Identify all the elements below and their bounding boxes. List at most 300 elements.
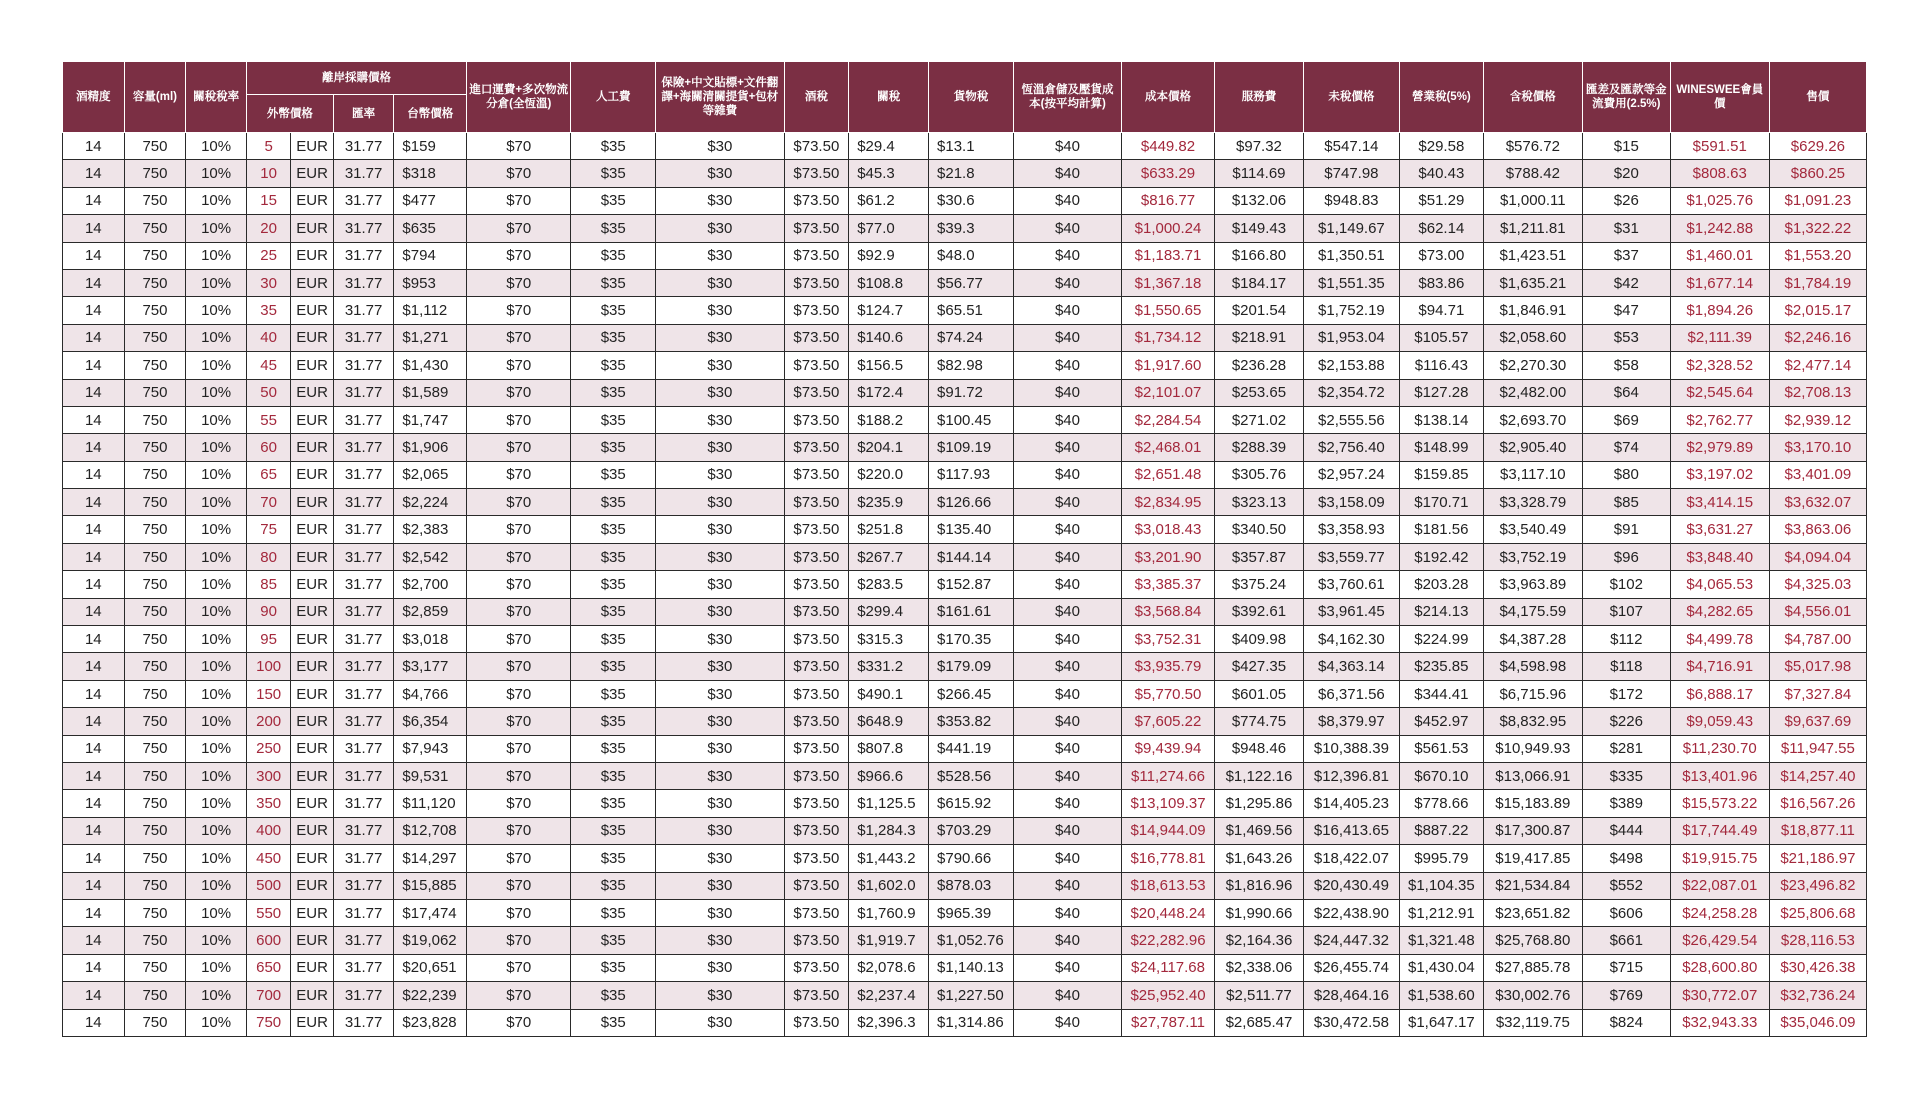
cell-cost-price: $22,282.96 — [1122, 927, 1215, 954]
cell-shipping: $70 — [467, 352, 571, 379]
cell-member-price: $2,979.89 — [1670, 434, 1769, 461]
cell-fx-fee: $20 — [1582, 160, 1670, 187]
cell-shipping: $70 — [467, 790, 571, 817]
cell-labor: $35 — [571, 598, 656, 625]
cell-fx-price: 100 — [246, 653, 290, 680]
cell-fx-fee: $58 — [1582, 352, 1670, 379]
cell-customs-duty: $315.3 — [849, 626, 929, 653]
cell-exchange-rate: 31.77 — [333, 762, 394, 789]
cell-currency: EUR — [291, 187, 333, 214]
cell-volume: 750 — [124, 872, 186, 899]
cell-commodity-tax: $82.98 — [929, 352, 1014, 379]
cell-service-fee: $1,295.86 — [1215, 790, 1304, 817]
cell-sale-price: $1,322.22 — [1769, 215, 1866, 242]
cell-commodity-tax: $48.0 — [929, 242, 1014, 269]
cell-taxed-price: $1,846.91 — [1483, 297, 1582, 324]
cell-business-tax: $887.22 — [1399, 817, 1483, 844]
cell-taxed-price: $2,482.00 — [1483, 379, 1582, 406]
cell-sale-price: $16,567.26 — [1769, 790, 1866, 817]
cell-storage: $40 — [1013, 626, 1121, 653]
cell-cost-price: $1,000.24 — [1122, 215, 1215, 242]
cell-insurance: $30 — [656, 406, 784, 433]
table-row — [63, 790, 1867, 817]
cell-customs-duty: $188.2 — [849, 406, 929, 433]
cell-cost-price: $13,109.37 — [1122, 790, 1215, 817]
cell-shipping: $70 — [467, 434, 571, 461]
cell-twd-price: $22,239 — [394, 982, 467, 1009]
cell-currency: EUR — [291, 899, 333, 926]
cell-storage: $40 — [1013, 571, 1121, 598]
cell-insurance: $30 — [656, 379, 784, 406]
cell-insurance: $30 — [656, 1009, 784, 1036]
cell-taxed-price: $8,832.95 — [1483, 708, 1582, 735]
table-row — [63, 461, 1867, 488]
cell-customs-duty: $92.9 — [849, 242, 929, 269]
cell-volume: 750 — [124, 899, 186, 926]
cell-exchange-rate: 31.77 — [333, 872, 394, 899]
cell-cost-price: $3,385.37 — [1122, 571, 1215, 598]
cell-service-fee: $288.39 — [1215, 434, 1304, 461]
cell-taxed-price: $10,949.93 — [1483, 735, 1582, 762]
cell-abv: 14 — [63, 626, 125, 653]
cell-taxed-price: $27,885.78 — [1483, 954, 1582, 981]
cell-customs-duty: $29.4 — [849, 133, 929, 160]
cell-business-tax: $29.58 — [1399, 133, 1483, 160]
cell-member-price: $17,744.49 — [1670, 817, 1769, 844]
cell-fx-price: 200 — [246, 708, 290, 735]
cell-fx-price: 25 — [246, 242, 290, 269]
cell-fx-fee: $107 — [1582, 598, 1670, 625]
cell-cost-price: $3,201.90 — [1122, 543, 1215, 570]
cell-member-price: $3,197.02 — [1670, 461, 1769, 488]
cell-business-tax: $670.10 — [1399, 762, 1483, 789]
cell-member-price: $22,087.01 — [1670, 872, 1769, 899]
cell-member-price: $1,460.01 — [1670, 242, 1769, 269]
cell-labor: $35 — [571, 297, 656, 324]
cell-abv: 14 — [63, 872, 125, 899]
cell-currency: EUR — [291, 215, 333, 242]
cell-abv: 14 — [63, 461, 125, 488]
cell-shipping: $70 — [467, 242, 571, 269]
cell-insurance: $30 — [656, 954, 784, 981]
cell-member-price: $2,328.52 — [1670, 352, 1769, 379]
cell-insurance: $30 — [656, 817, 784, 844]
cell-customs-duty: $204.1 — [849, 434, 929, 461]
cell-twd-price: $3,177 — [394, 653, 467, 680]
cell-tariff-rate: 10% — [186, 379, 247, 406]
cell-service-fee: $2,338.06 — [1215, 954, 1304, 981]
cell-insurance: $30 — [656, 543, 784, 570]
cell-exchange-rate: 31.77 — [333, 1009, 394, 1036]
cell-shipping: $70 — [467, 160, 571, 187]
cell-fx-price: 600 — [246, 927, 290, 954]
cell-storage: $40 — [1013, 352, 1121, 379]
cell-pretax-price: $747.98 — [1303, 160, 1399, 187]
cell-alcohol-tax: $73.50 — [784, 406, 849, 433]
cell-insurance: $30 — [656, 324, 784, 351]
header-exchange-rate: 匯率 — [333, 95, 394, 133]
cell-service-fee: $357.87 — [1215, 543, 1304, 570]
cell-commodity-tax: $100.45 — [929, 406, 1014, 433]
cell-fx-price: 60 — [246, 434, 290, 461]
cell-shipping: $70 — [467, 927, 571, 954]
cell-abv: 14 — [63, 735, 125, 762]
cell-fx-fee: $42 — [1582, 269, 1670, 296]
cell-tariff-rate: 10% — [186, 954, 247, 981]
header-taxed-price: 含稅價格 — [1483, 62, 1582, 133]
cell-volume: 750 — [124, 954, 186, 981]
cell-fx-fee: $112 — [1582, 626, 1670, 653]
cell-sale-price: $23,496.82 — [1769, 872, 1866, 899]
cell-sale-price: $2,015.17 — [1769, 297, 1866, 324]
cell-pretax-price: $4,363.14 — [1303, 653, 1399, 680]
cell-fx-fee: $26 — [1582, 187, 1670, 214]
header-fx-price: 外幣價格 — [246, 95, 333, 133]
cell-cost-price: $3,018.43 — [1122, 516, 1215, 543]
header-insurance: 保險+中文貼標+文件翻譯+海關清關提貨+包材等雜費 — [656, 62, 784, 133]
cell-labor: $35 — [571, 817, 656, 844]
header-business-tax: 營業稅(5%) — [1399, 62, 1483, 133]
cell-fx-price: 350 — [246, 790, 290, 817]
cell-shipping: $70 — [467, 708, 571, 735]
cell-sale-price: $28,116.53 — [1769, 927, 1866, 954]
cell-service-fee: $1,990.66 — [1215, 899, 1304, 926]
cell-insurance: $30 — [656, 626, 784, 653]
cell-abv: 14 — [63, 954, 125, 981]
cell-taxed-price: $15,183.89 — [1483, 790, 1582, 817]
cell-sale-price: $4,556.01 — [1769, 598, 1866, 625]
cell-commodity-tax: $528.56 — [929, 762, 1014, 789]
cell-insurance: $30 — [656, 790, 784, 817]
cell-customs-duty: $267.7 — [849, 543, 929, 570]
cell-alcohol-tax: $73.50 — [784, 461, 849, 488]
cell-volume: 750 — [124, 379, 186, 406]
cell-member-price: $2,545.64 — [1670, 379, 1769, 406]
cell-taxed-price: $3,963.89 — [1483, 571, 1582, 598]
cell-taxed-price: $576.72 — [1483, 133, 1582, 160]
cell-cost-price: $1,550.65 — [1122, 297, 1215, 324]
cell-exchange-rate: 31.77 — [333, 680, 394, 707]
cell-twd-price: $6,354 — [394, 708, 467, 735]
cell-member-price: $1,242.88 — [1670, 215, 1769, 242]
cell-insurance: $30 — [656, 653, 784, 680]
cell-cost-price: $633.29 — [1122, 160, 1215, 187]
cell-labor: $35 — [571, 160, 656, 187]
cell-labor: $35 — [571, 324, 656, 351]
cell-currency: EUR — [291, 598, 333, 625]
cell-business-tax: $224.99 — [1399, 626, 1483, 653]
cell-sale-price: $2,708.13 — [1769, 379, 1866, 406]
table-body — [63, 133, 1867, 1037]
cell-customs-duty: $1,919.7 — [849, 927, 929, 954]
cell-commodity-tax: $152.87 — [929, 571, 1014, 598]
cell-business-tax: $73.00 — [1399, 242, 1483, 269]
cell-fx-price: 45 — [246, 352, 290, 379]
cell-member-price: $13,401.96 — [1670, 762, 1769, 789]
cell-fx-price: 40 — [246, 324, 290, 351]
cell-alcohol-tax: $73.50 — [784, 434, 849, 461]
cell-tariff-rate: 10% — [186, 434, 247, 461]
cell-volume: 750 — [124, 845, 186, 872]
table-row — [63, 242, 1867, 269]
cell-business-tax: $148.99 — [1399, 434, 1483, 461]
cell-exchange-rate: 31.77 — [333, 379, 394, 406]
table-row — [63, 187, 1867, 214]
cell-abv: 14 — [63, 324, 125, 351]
cell-cost-price: $1,183.71 — [1122, 242, 1215, 269]
cell-commodity-tax: $65.51 — [929, 297, 1014, 324]
table-row — [63, 845, 1867, 872]
cell-cost-price: $7,605.22 — [1122, 708, 1215, 735]
cell-alcohol-tax: $73.50 — [784, 680, 849, 707]
cell-customs-duty: $2,396.3 — [849, 1009, 929, 1036]
cell-twd-price: $1,589 — [394, 379, 467, 406]
cell-alcohol-tax: $73.50 — [784, 133, 849, 160]
cell-exchange-rate: 31.77 — [333, 927, 394, 954]
cell-commodity-tax: $74.24 — [929, 324, 1014, 351]
cell-business-tax: $159.85 — [1399, 461, 1483, 488]
cell-taxed-price: $1,000.11 — [1483, 187, 1582, 214]
cell-fx-price: 35 — [246, 297, 290, 324]
table-row — [63, 324, 1867, 351]
table-row — [63, 817, 1867, 844]
cell-volume: 750 — [124, 434, 186, 461]
cell-sale-price: $2,246.16 — [1769, 324, 1866, 351]
table-row — [63, 352, 1867, 379]
cell-taxed-price: $30,002.76 — [1483, 982, 1582, 1009]
cell-business-tax: $1,321.48 — [1399, 927, 1483, 954]
cell-fx-fee: $31 — [1582, 215, 1670, 242]
cell-insurance: $30 — [656, 242, 784, 269]
cell-cost-price: $27,787.11 — [1122, 1009, 1215, 1036]
cell-taxed-price: $25,768.80 — [1483, 927, 1582, 954]
cell-tariff-rate: 10% — [186, 680, 247, 707]
cell-abv: 14 — [63, 160, 125, 187]
cell-pretax-price: $18,422.07 — [1303, 845, 1399, 872]
cell-labor: $35 — [571, 242, 656, 269]
cell-business-tax: $127.28 — [1399, 379, 1483, 406]
cell-shipping: $70 — [467, 516, 571, 543]
cell-tariff-rate: 10% — [186, 489, 247, 516]
cell-volume: 750 — [124, 187, 186, 214]
cell-abv: 14 — [63, 680, 125, 707]
cell-alcohol-tax: $73.50 — [784, 215, 849, 242]
cell-member-price: $3,414.15 — [1670, 489, 1769, 516]
cell-volume: 750 — [124, 817, 186, 844]
cell-tariff-rate: 10% — [186, 352, 247, 379]
cell-cost-price: $9,439.94 — [1122, 735, 1215, 762]
cell-labor: $35 — [571, 680, 656, 707]
header-twd-price: 台幣價格 — [394, 95, 467, 133]
cell-member-price: $4,499.78 — [1670, 626, 1769, 653]
cell-labor: $35 — [571, 762, 656, 789]
cell-taxed-price: $3,328.79 — [1483, 489, 1582, 516]
cell-pretax-price: $6,371.56 — [1303, 680, 1399, 707]
cell-commodity-tax: $126.66 — [929, 489, 1014, 516]
cell-sale-price: $30,426.38 — [1769, 954, 1866, 981]
table-row — [63, 598, 1867, 625]
cell-sale-price: $7,327.84 — [1769, 680, 1866, 707]
cell-business-tax: $995.79 — [1399, 845, 1483, 872]
cell-tariff-rate: 10% — [186, 790, 247, 817]
cell-taxed-price: $4,598.98 — [1483, 653, 1582, 680]
cell-customs-duty: $1,602.0 — [849, 872, 929, 899]
cell-exchange-rate: 31.77 — [333, 982, 394, 1009]
cell-fx-price: 250 — [246, 735, 290, 762]
cell-cost-price: $2,284.54 — [1122, 406, 1215, 433]
table-row — [63, 543, 1867, 570]
cell-tariff-rate: 10% — [186, 571, 247, 598]
cell-exchange-rate: 31.77 — [333, 187, 394, 214]
cell-currency: EUR — [291, 982, 333, 1009]
cell-twd-price: $318 — [394, 160, 467, 187]
cell-currency: EUR — [291, 708, 333, 735]
header-cost-price: 成本價格 — [1122, 62, 1215, 133]
header-service-fee: 服務費 — [1215, 62, 1304, 133]
cell-storage: $40 — [1013, 899, 1121, 926]
header-tariff-rate: 關稅稅率 — [186, 62, 247, 133]
cell-fx-fee: $226 — [1582, 708, 1670, 735]
cell-insurance: $30 — [656, 297, 784, 324]
cell-cost-price: $3,752.31 — [1122, 626, 1215, 653]
cell-storage: $40 — [1013, 406, 1121, 433]
cell-fx-fee: $715 — [1582, 954, 1670, 981]
cell-shipping: $70 — [467, 269, 571, 296]
cell-labor: $35 — [571, 516, 656, 543]
cell-commodity-tax: $91.72 — [929, 379, 1014, 406]
cell-exchange-rate: 31.77 — [333, 899, 394, 926]
cell-abv: 14 — [63, 379, 125, 406]
cell-volume: 750 — [124, 708, 186, 735]
cell-member-price: $11,230.70 — [1670, 735, 1769, 762]
table-row — [63, 215, 1867, 242]
cell-storage: $40 — [1013, 379, 1121, 406]
cell-alcohol-tax: $73.50 — [784, 735, 849, 762]
cell-service-fee: $409.98 — [1215, 626, 1304, 653]
cell-abv: 14 — [63, 406, 125, 433]
cell-shipping: $70 — [467, 817, 571, 844]
cell-cost-price: $14,944.09 — [1122, 817, 1215, 844]
cell-commodity-tax: $615.92 — [929, 790, 1014, 817]
cell-sale-price: $1,784.19 — [1769, 269, 1866, 296]
cell-fx-fee: $47 — [1582, 297, 1670, 324]
cell-twd-price: $1,430 — [394, 352, 467, 379]
table-row — [63, 762, 1867, 789]
cell-alcohol-tax: $73.50 — [784, 379, 849, 406]
cell-sale-price: $1,091.23 — [1769, 187, 1866, 214]
cell-storage: $40 — [1013, 242, 1121, 269]
cell-exchange-rate: 31.77 — [333, 653, 394, 680]
table-row — [63, 653, 1867, 680]
cell-labor: $35 — [571, 735, 656, 762]
cell-shipping: $70 — [467, 1009, 571, 1036]
cell-member-price: $4,065.53 — [1670, 571, 1769, 598]
cell-commodity-tax: $703.29 — [929, 817, 1014, 844]
cell-taxed-price: $6,715.96 — [1483, 680, 1582, 707]
cell-volume: 750 — [124, 133, 186, 160]
cell-pretax-price: $3,358.93 — [1303, 516, 1399, 543]
cell-service-fee: $1,122.16 — [1215, 762, 1304, 789]
cell-volume: 750 — [124, 406, 186, 433]
cell-customs-duty: $2,078.6 — [849, 954, 929, 981]
cell-fx-price: 20 — [246, 215, 290, 242]
cell-pretax-price: $24,447.32 — [1303, 927, 1399, 954]
cell-twd-price: $794 — [394, 242, 467, 269]
cell-sale-price: $18,877.11 — [1769, 817, 1866, 844]
cell-customs-duty: $490.1 — [849, 680, 929, 707]
cell-business-tax: $1,212.91 — [1399, 899, 1483, 926]
cell-service-fee: $271.02 — [1215, 406, 1304, 433]
cell-fx-price: 55 — [246, 406, 290, 433]
cell-alcohol-tax: $73.50 — [784, 899, 849, 926]
cell-sale-price: $860.25 — [1769, 160, 1866, 187]
cell-exchange-rate: 31.77 — [333, 461, 394, 488]
cell-labor: $35 — [571, 708, 656, 735]
cell-business-tax: $1,647.17 — [1399, 1009, 1483, 1036]
cell-currency: EUR — [291, 297, 333, 324]
cell-currency: EUR — [291, 434, 333, 461]
cell-sale-price: $3,170.10 — [1769, 434, 1866, 461]
cell-pretax-price: $8,379.97 — [1303, 708, 1399, 735]
cell-labor: $35 — [571, 461, 656, 488]
cell-tariff-rate: 10% — [186, 324, 247, 351]
cell-volume: 750 — [124, 680, 186, 707]
cell-alcohol-tax: $73.50 — [784, 598, 849, 625]
cell-alcohol-tax: $73.50 — [784, 352, 849, 379]
cell-storage: $40 — [1013, 954, 1121, 981]
cell-tariff-rate: 10% — [186, 735, 247, 762]
cell-currency: EUR — [291, 406, 333, 433]
cell-insurance: $30 — [656, 899, 784, 926]
cell-business-tax: $40.43 — [1399, 160, 1483, 187]
cell-twd-price: $1,747 — [394, 406, 467, 433]
cell-alcohol-tax: $73.50 — [784, 626, 849, 653]
table-row — [63, 379, 1867, 406]
cell-storage: $40 — [1013, 653, 1121, 680]
cell-member-price: $591.51 — [1670, 133, 1769, 160]
table-row — [63, 927, 1867, 954]
cell-storage: $40 — [1013, 680, 1121, 707]
cell-alcohol-tax: $73.50 — [784, 543, 849, 570]
cell-exchange-rate: 31.77 — [333, 954, 394, 981]
table-row — [63, 982, 1867, 1009]
cell-fx-price: 5 — [246, 133, 290, 160]
cell-volume: 750 — [124, 735, 186, 762]
cell-shipping: $70 — [467, 406, 571, 433]
cell-fx-fee: $335 — [1582, 762, 1670, 789]
cell-abv: 14 — [63, 790, 125, 817]
cell-storage: $40 — [1013, 324, 1121, 351]
cell-service-fee: $1,469.56 — [1215, 817, 1304, 844]
cell-pretax-price: $1,149.67 — [1303, 215, 1399, 242]
cell-exchange-rate: 31.77 — [333, 543, 394, 570]
cell-service-fee: $97.32 — [1215, 133, 1304, 160]
cell-storage: $40 — [1013, 845, 1121, 872]
cell-fx-price: 10 — [246, 160, 290, 187]
cell-volume: 750 — [124, 160, 186, 187]
cell-shipping: $70 — [467, 872, 571, 899]
cell-exchange-rate: 31.77 — [333, 133, 394, 160]
cell-twd-price: $4,766 — [394, 680, 467, 707]
cell-pretax-price: $2,153.88 — [1303, 352, 1399, 379]
cell-tariff-rate: 10% — [186, 899, 247, 926]
cell-service-fee: $2,511.77 — [1215, 982, 1304, 1009]
cell-abv: 14 — [63, 297, 125, 324]
cell-pretax-price: $22,438.90 — [1303, 899, 1399, 926]
cell-insurance: $30 — [656, 215, 784, 242]
cell-service-fee: $774.75 — [1215, 708, 1304, 735]
cell-storage: $40 — [1013, 516, 1121, 543]
